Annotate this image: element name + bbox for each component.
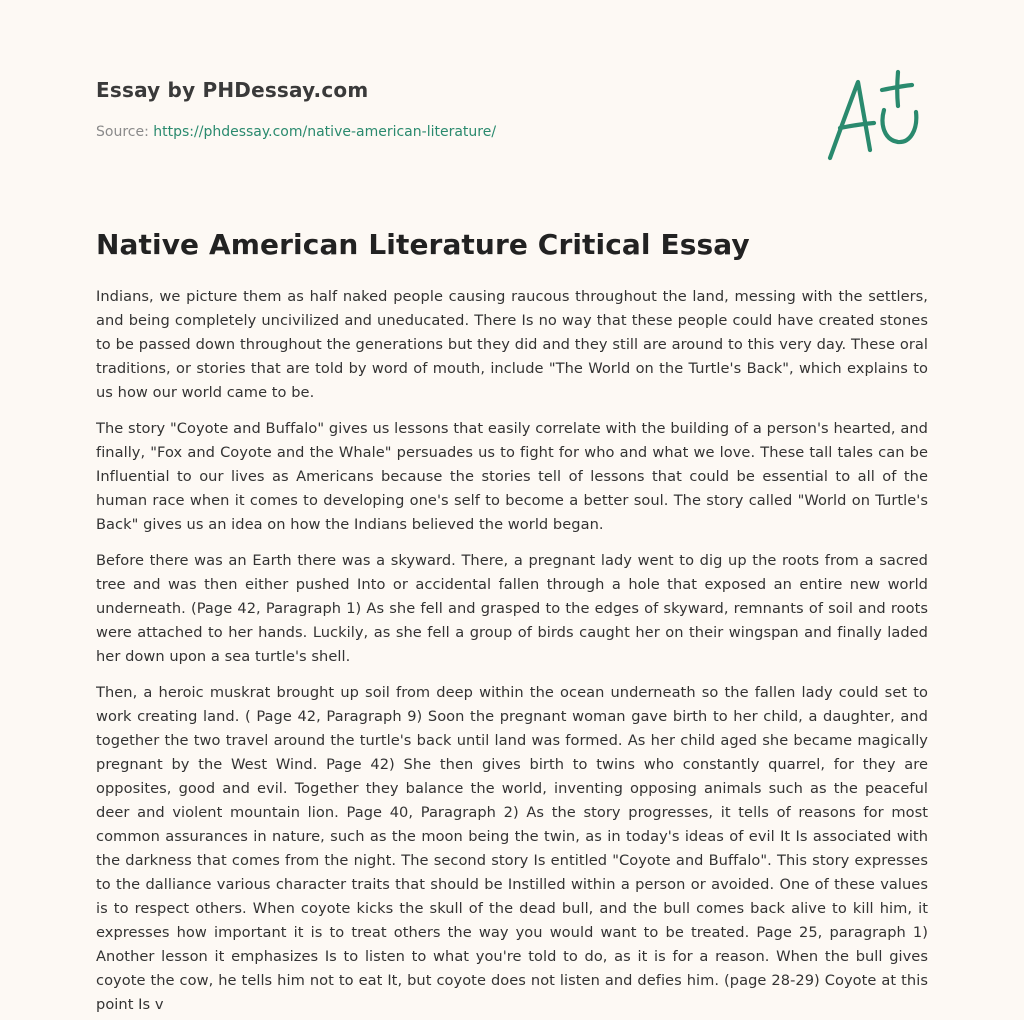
source-line [96, 122, 796, 142]
essay-paragraph: The story "Coyote and Buffalo" gives us lessons that easily correlate with the building of a person's hearted, and finally, "Fox and Coyote and the Whale" persuades us to fight for who and what we love. These tall tales can be Influential to our lives as Americans because the stories tell of lessons that could be essential to all of the human race when it comes to developing one's self to become a better soul. The story called "World on Turtle's Back" gives us an idea on how the Indians believed the world began. [96, 420, 928, 533]
essay-paragraph: Then, a heroic muskrat brought up soil from deep within the ocean underneath so the fallen lady could set to work creating land. ( Page 42, Paragraph 9) Soon the pregnant woman gave birth to her child, a daughter, and together the two travel around the turtle's back until land was formed. As her child aged she became magically pregnant by the West Wind. Page 42) She then gives birth to twins who constantly quarrel, for they are opposites, good and evil. Together they balance the world, inventing opposing animals such as the peaceful deer and violent mountain lion. Page 40, Paragraph 2) As the story progresses, it tells of reasons for most common assurances in nature, such as the moon being the twin, as in today's ideas of evil It Is associated with the darkness that comes from the night. The second story Is entitled "Coyote and Buffalo". This story expresses to the dalliance various character traits that should be Instilled within a person or avoided. One of these values is to respect others. When coyote kicks the skull of the dead bull, and the bull comes back alive to kill him, it expresses how important it is to treat others the way you would want to be treated. Page 25, paragraph 1) Another lesson it emphasizes Is to listen to what you're told to do, as it is for a reason. When the bull gives coyote the cow, he tells him not to eat It, but coyote does not listen and defies him. (page 28-29) Coyote at this point Is v [96, 684, 928, 1013]
essay-body [96, 285, 928, 1015]
brand-title: Essay by PHDessay.com [96, 78, 369, 102]
essay-title: Native American Literature Critical Essay [96, 228, 750, 261]
source-label: Source: [96, 124, 149, 140]
essay-paragraph: Before there was an Earth there was a skyward. There, a pregnant lady went to dig up the roots from a sacred tree and was then either pushed Into or accidental fallen through a hole that exposed an entire new world underneath. (Page 42, Paragraph 1) As she fell and grasped to the edges of skyward, remnants of soil and roots were attached to her hands. Luckily, as she fell a group of birds caught her on their wingspan and finally laded her down upon a sea turtle's shell. [96, 552, 928, 665]
document-header [96, 72, 796, 142]
essay-paragraph: Indians, we picture them as half naked people causing raucous throughout the land, messing with the settlers, and being completely uncivilized and uneducated. There Is no way that these people could have created stones to be passed down throughout the generations but they did and they still are around to this very day. These oral traditions, or stories that are told by word of mouth, include "The World on the Turtle's Back", which explains to us how our world came to be. [96, 288, 928, 401]
source-link[interactable]: https://phdessay.com/native-american-literature/ [153, 124, 497, 140]
a-plus-logo-icon [818, 66, 930, 166]
